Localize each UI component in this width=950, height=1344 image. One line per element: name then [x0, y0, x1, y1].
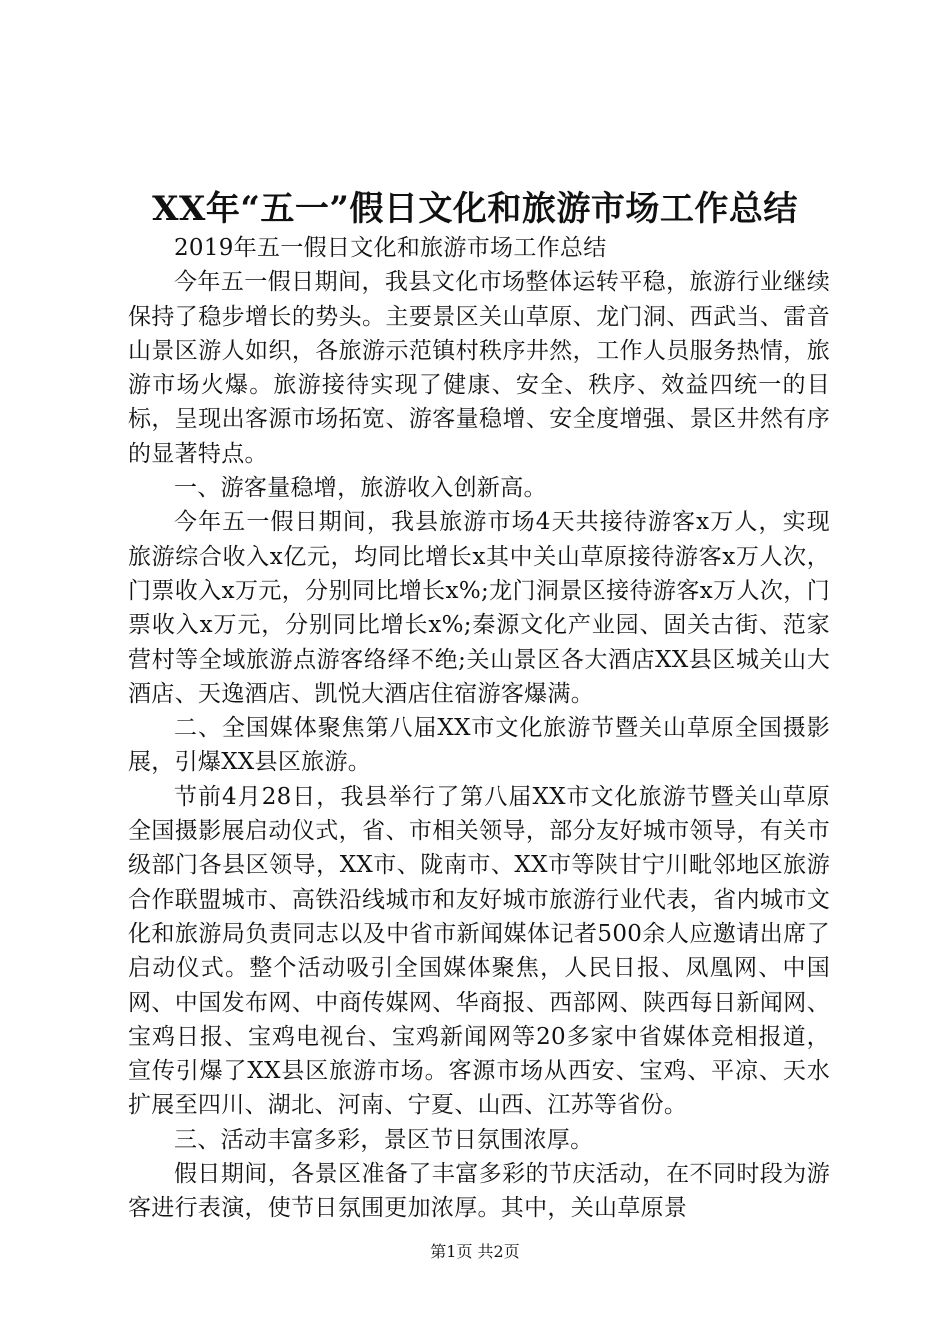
document-body [128, 231, 830, 1226]
paragraph-section-2: 节前4月28日，我县举行了第八届XX市文化旅游节暨关山草原全国摄影展启动仪式，省、市相关领导，部分友好城市领导，有关市级部门各县区领导，XX市、陇南市、XX市等陕甘宁川毗邻地区旅游合作联盟城市、高铁沿线城市和友好城市旅游行业代表，省内城市文化和旅游局负责同志以及中省市新闻媒体记者500余人应邀请出席了启动仪式。整个活动吸引全国媒体聚焦，人民日报、凤凰网、中国网、中国发布网、中商传媒网、华商报、西部网、陕西每日新闻网、宝鸡日报、宝鸡电视台、宝鸡新闻网等20多家中省媒体竞相报道，宣传引爆了XX县区旅游市场。客源市场从西安、宝鸡、平凉、天水扩展至四川、湖北、河南、宁夏、山西、江苏等省份。 [128, 783, 830, 1119]
page-footer: 第1页 共2页 [430, 1242, 520, 1261]
paragraph-section-1: 今年五一假日期间，我县旅游市场4天共接待游客x万人，实现旅游综合收入x亿元，均同比增长x其中关山草原接待游客x万人次，门票收入x万元，分别同比增长x%;龙门洞景区接待游客x万人次，门票收入x万元，分别同比增长x%;秦源文化产业园、固关古街、范家营村等全域旅游点游客络绎不绝;关山景区各大酒店XX县区城关山大酒店、天逸酒店、凯悦大酒店住宿游客爆满。 [128, 509, 830, 707]
section-heading-3: 三、活动丰富多彩，景区节日氛围浓厚。 [174, 1126, 594, 1153]
section-heading-1: 一、游客量稳增，旅游收入创新高。 [174, 475, 547, 502]
paragraph-intro: 今年五一假日期间，我县文化市场整体运转平稳，旅游行业继续保持了稳步增长的势头。主要景区关山草原、龙门洞、西武当、雷音山景区游人如织，各旅游示范镇村秩序井然，工作人员服务热情，旅游市场火爆。旅游接待实现了健康、安全、秩序、效益四统一的目标，呈现出客源市场拓宽、游客量稳增、安全度增强、景区井然有序的显著特点。 [128, 269, 830, 467]
document-title: XX年“五一”假日文化和旅游市场工作总结 [152, 189, 798, 229]
section-heading-2: 二、全国媒体聚焦第八届XX市文化旅游节暨关山草原全国摄影展，引爆XX县区旅游。 [128, 715, 830, 776]
paragraph-section-3: 假日期间，各景区准备了丰富多彩的节庆活动，在不同时段为游客进行表演，使节日氛围更加浓厚。其中，关山草原景 [128, 1161, 830, 1222]
document-subtitle: 2019年五一假日文化和旅游市场工作总结 [174, 235, 607, 261]
